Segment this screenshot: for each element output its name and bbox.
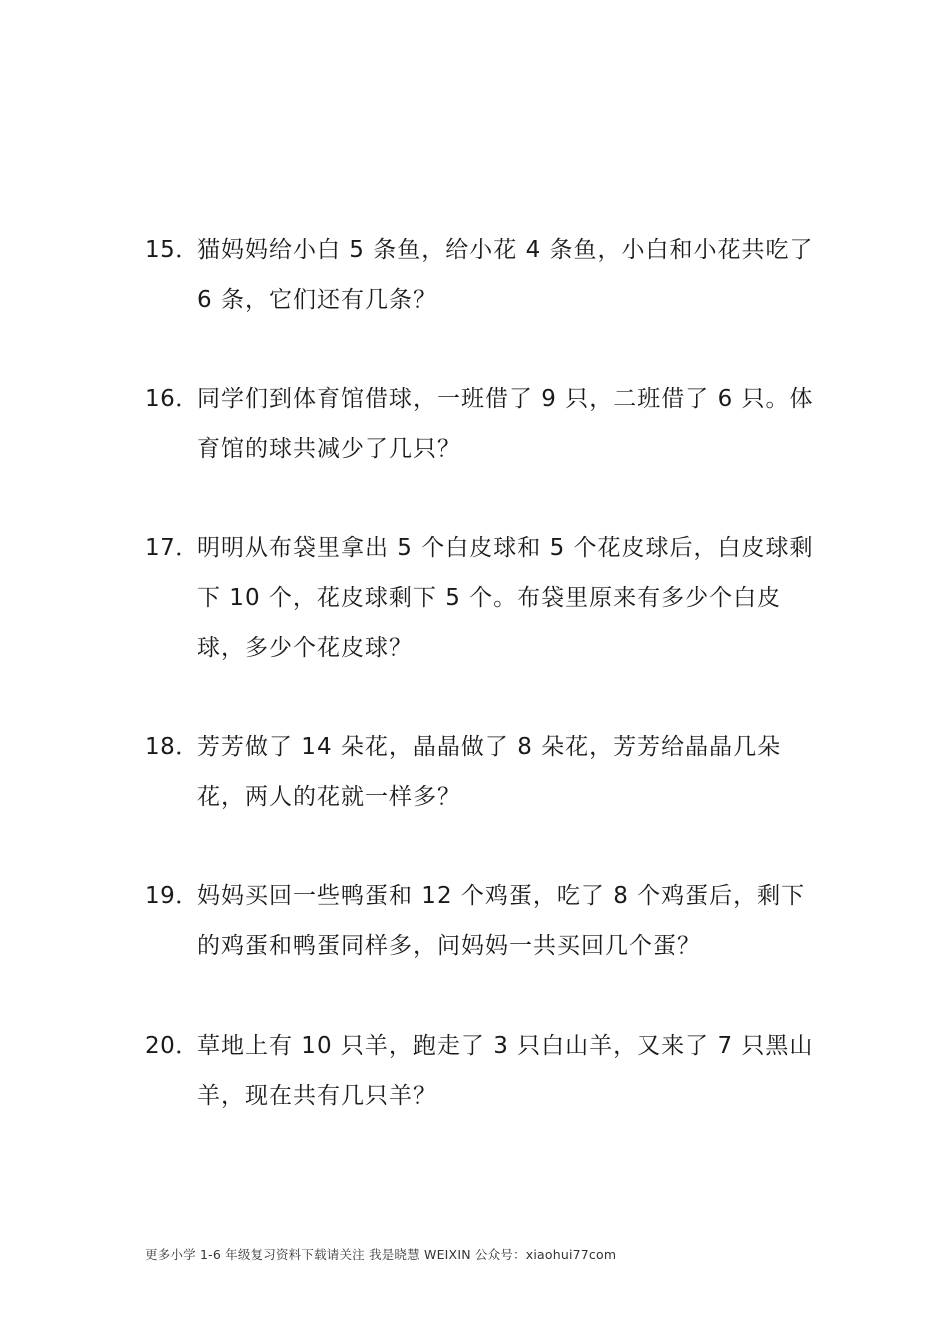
question-text: 同学们到体育馆借球，一班借了 9 只，二班借了 6 只。体育馆的球共减少了几只？ xyxy=(197,386,814,462)
question-16 xyxy=(145,374,815,474)
question-15 xyxy=(145,225,815,325)
question-text: 猫妈妈给小白 5 条鱼，给小花 4 条鱼，小白和小花共吃了 6 条，它们还有几条？ xyxy=(197,237,814,313)
question-19 xyxy=(145,871,815,971)
question-text: 芳芳做了 14 朵花，晶晶做了 8 朵花，芳芳给晶晶几朵花，两人的花就一样多？ xyxy=(197,734,782,810)
question-number: 17． xyxy=(145,535,199,561)
question-17 xyxy=(145,523,815,673)
question-number: 16． xyxy=(145,386,199,412)
question-text: 草地上有 10 只羊，跑走了 3 只白山羊，又来了 7 只黑山羊，现在共有几只羊？ xyxy=(197,1033,814,1109)
question-text: 明明从布袋里拿出 5 个白皮球和 5 个花皮球后，白皮球剩下 10 个，花皮球剩下 5 个。布袋里原来有多少个白皮球，多少个花皮球？ xyxy=(197,535,814,661)
question-number: 18． xyxy=(145,734,199,760)
page-footer: 更多小学 1-6 年级复习资料下载请关注 我是晓慧 WEIXIN 公众号：xiaohui77com xyxy=(145,1247,617,1262)
question-20 xyxy=(145,1021,815,1121)
question-number: 19． xyxy=(145,883,199,909)
question-number: 15． xyxy=(145,237,199,263)
question-number: 20． xyxy=(145,1033,199,1059)
question-text: 妈妈买回一些鸭蛋和 12 个鸡蛋，吃了 8 个鸡蛋后，剩下的鸡蛋和鸭蛋同样多，问妈妈一共买回几个蛋？ xyxy=(197,883,806,959)
question-18 xyxy=(145,722,815,822)
